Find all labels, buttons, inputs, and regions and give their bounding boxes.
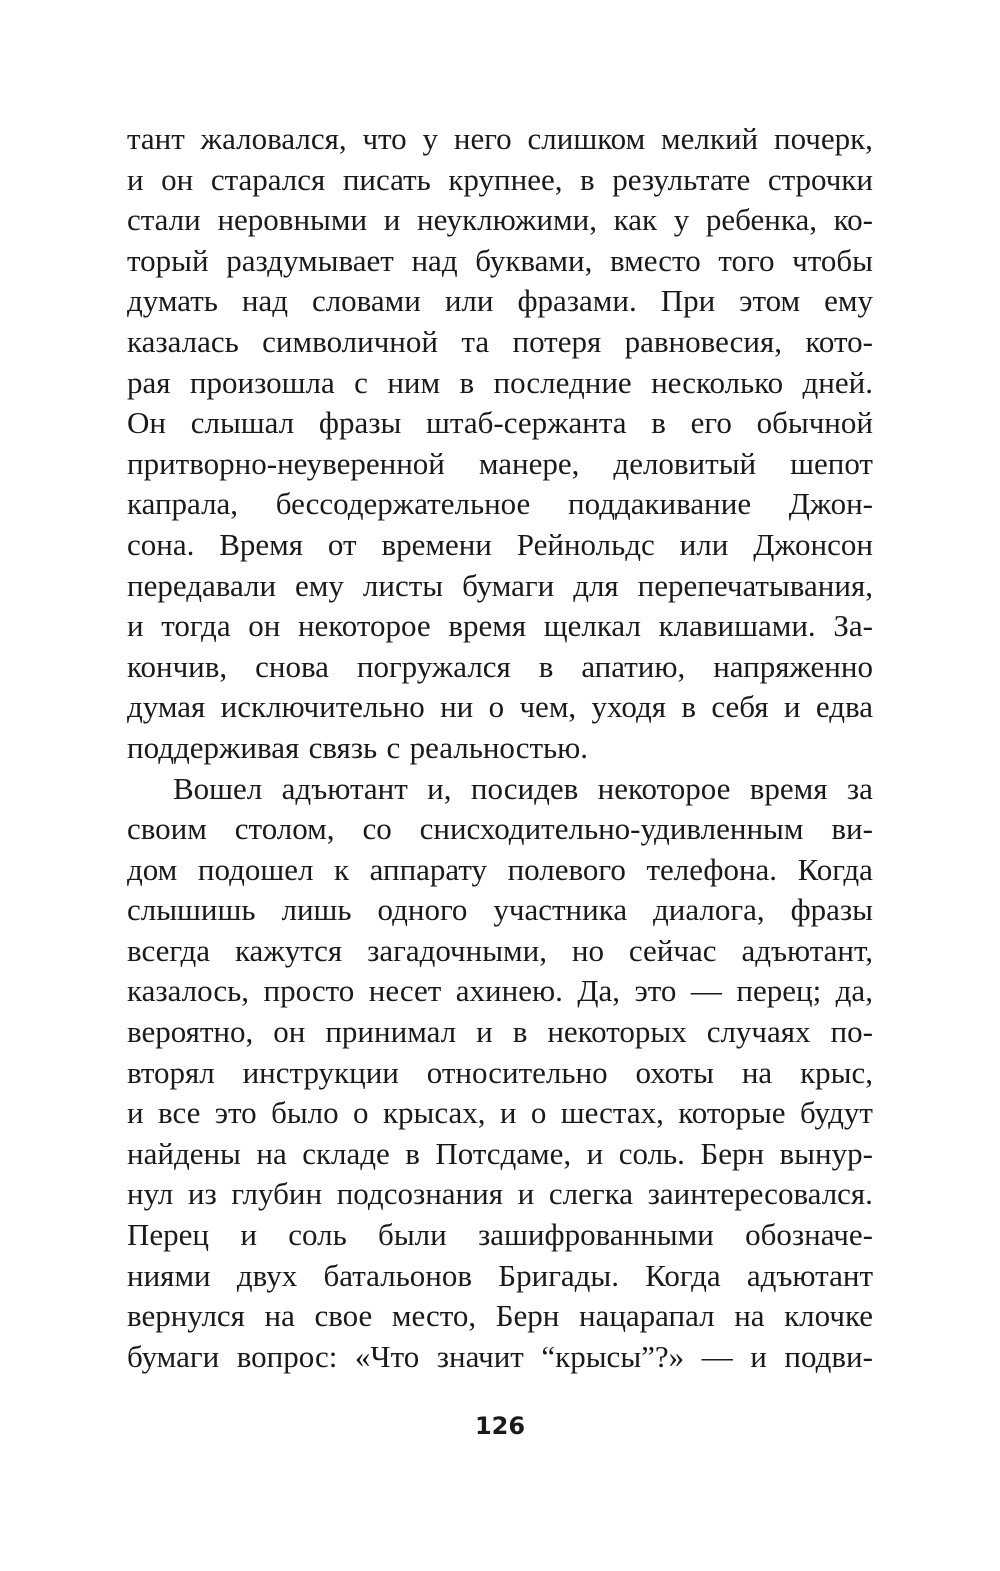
text-line: нул из глубин подсознания и слегка заинтересовался. — [127, 1176, 873, 1212]
text-line: кончив, снова погружался в апатию, напряженно — [127, 648, 873, 684]
text-line: бумаги вопрос: «Что значит “крысы”?» — и подви- — [127, 1338, 873, 1374]
text-line: думать над словами или фразами. При этом ему — [127, 283, 873, 319]
text-line: Он слышал фразы штаб-сержанта в его обычной — [127, 405, 873, 441]
text-line: сона. Время от времени Рейнольдс или Джонсон — [127, 526, 873, 562]
text-line: вторял инструкции относительно охоты на крыс, — [127, 1054, 873, 1090]
text-line: и он старался писать крупнее, в результате строчки — [127, 161, 873, 197]
text-line: всегда кажутся загадочными, но сейчас адъютант, — [127, 932, 873, 968]
text-line: казалась символичной та потеря равновесия, кото- — [127, 323, 873, 359]
text-line: слышишь лишь одного участника диалога, фразы — [127, 892, 873, 928]
text-line: и тогда он некоторое время щелкал клавишами. За- — [127, 608, 873, 644]
text-line: Вошел адъютант и, посидев некоторое время за — [173, 770, 873, 806]
text-line: дом подошел к аппарату полевого телефона. Когда — [127, 851, 873, 887]
text-line: стали неровными и неуклюжими, как у ребенка, ко- — [127, 202, 873, 238]
text-line: своим столом, со снисходительно-удивленным ви- — [127, 811, 873, 847]
text-line: тант жаловался, что у него слишком мелкий почерк, — [127, 121, 873, 156]
text-line: вернулся на свое место, Берн нацарапал на клочке — [127, 1298, 873, 1334]
text-line: капрала, бессодержательное поддакивание Джон- — [127, 486, 873, 522]
page-number: 126 — [474, 1412, 526, 1440]
text-line: и все это было о крысах, и о шестах, которые будут — [127, 1095, 873, 1131]
text-line: Перец и соль были зашифрованными обозначе- — [127, 1217, 873, 1253]
text-line: найдены на складе в Потсдаме, и соль. Берн вынyр- — [127, 1135, 873, 1171]
text-line: ниями двух батальонов Бригады. Когда адъютант — [127, 1257, 873, 1293]
text-line: думая исключительно ни о чем, уходя в себя и едва — [127, 689, 873, 725]
text-line: рая произошла с ним в последние несколько дней. — [127, 364, 873, 400]
text-line: поддерживая связь с реальностью. — [127, 729, 589, 765]
text-line: передавали ему листы бумаги для перепечатывания, — [127, 567, 873, 603]
text-line: торый раздумывает над буквами, вместо того чтобы — [127, 242, 873, 278]
body-text — [127, 119, 873, 1377]
text-line: притворно-неуверенной манере, деловитый шепот — [127, 445, 873, 481]
text-line: вероятно, он принимал и в некоторых случаях по- — [127, 1014, 873, 1050]
text-line: казалось, просто несет ахинею. Да, это — перец; да, — [127, 973, 873, 1009]
